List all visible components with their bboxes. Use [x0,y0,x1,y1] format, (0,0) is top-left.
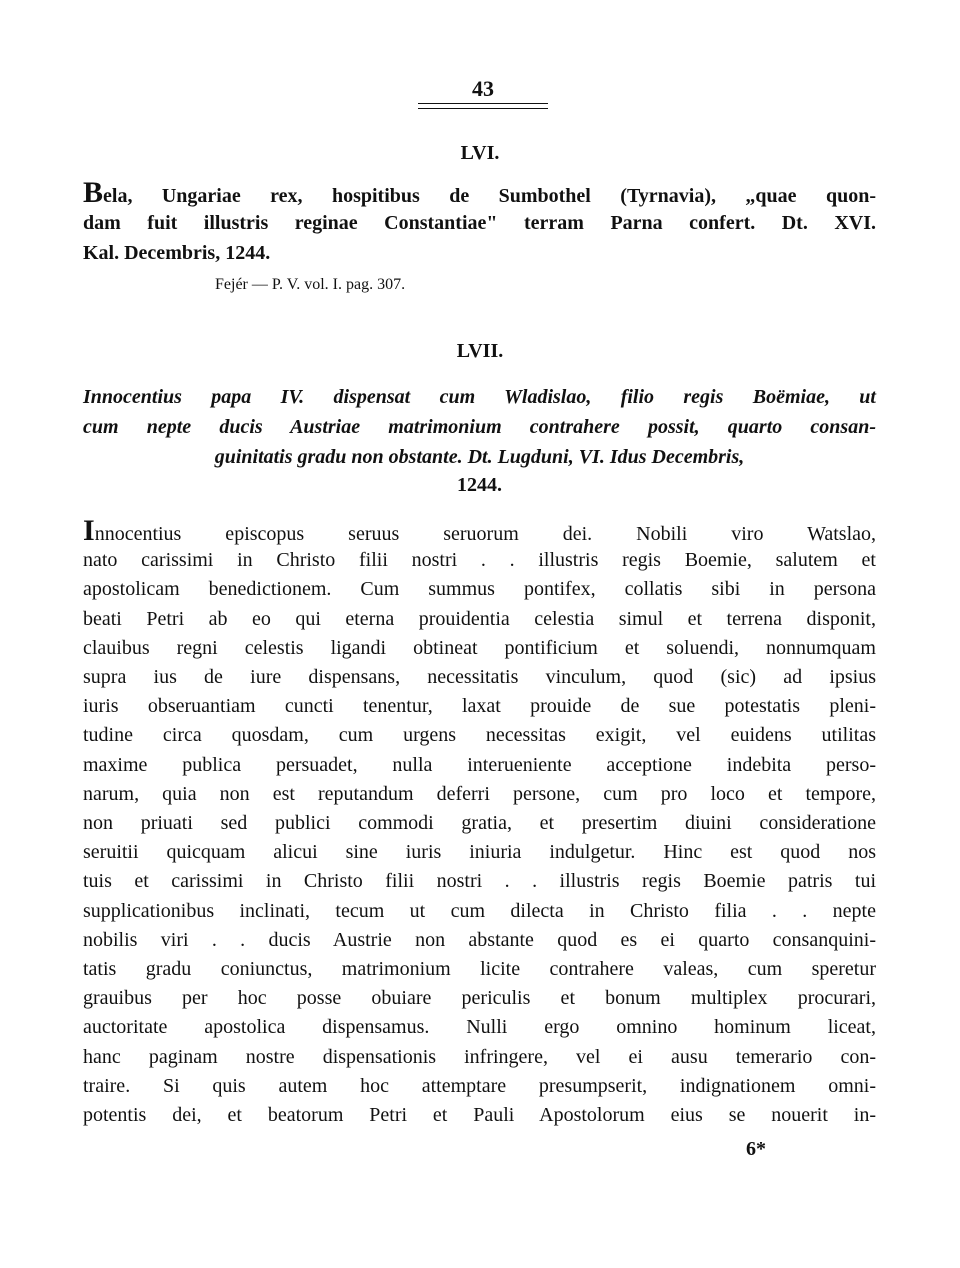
letter-line: maxime publica persuadet, nulla interueniente acceptione indebita perso- [83,753,876,776]
letter-line: potentis dei, et beatorum Petri et Pauli Apostolorum eius se nouerit in- [83,1104,876,1126]
page-number: 43 [472,76,494,101]
letter-line: nato carissimi in Christo filii nostri . . illustris regis Boemie, salutem et [83,549,876,572]
letter-line: nobilis viri . . ducis Austrie non abstante quod es ei quarto consanquini- [83,928,876,951]
letter-line: tatis gradu coniunctus, matrimonium licite contrahere valeas, cum speretur [83,958,876,980]
letter-line: tuis et carissimi in Christo filii nostri . . illustris regis Boemie patris tui [83,870,876,893]
letter-line: Innocentius episcopus seruus seruorum dei. Nobili viro Watslao, [83,514,876,547]
letter-line: supplicationibus inclinati, tecum ut cum dilecta in Christo filia . . nepte [83,899,876,922]
letter-line: auctoritate apostolica dispensamus. Nulli ergo omnino hominum liceat, [83,1016,876,1039]
letter-line: apostolicam benedictionem. Cum summus pontifex, collatis sibi in persona [83,578,876,601]
letter-line: supra ius de iure dispensans, necessitatis vinculum, quod (sic) ad ipsius [83,666,876,688]
source-citation-56: Fejér — P. V. vol. I. pag. 307. [215,276,406,293]
summary-56-line-1: Bela, Ungariae rex, hospitibus de Sumbothel (Tyrnavia), „quae quon- [83,176,876,209]
printer-signature: 6* [746,1138,766,1160]
summary-56-line-2: dam fuit illustris reginae Constantiae" terram Parna confert. Dt. XVI. [83,212,876,234]
summary-57-line-1: Innocentius papa IV. dispensat cum Wladislao, filio regis Boëmiae, ut [83,386,876,408]
letter-line: narum, quia non est reputandum deferri persone, cum pro loco et tempore, [83,782,876,805]
header-rule-top [418,103,548,104]
letter-line: tudine circa quosdam, cum urgens necessitas exigit, vel euidens utilitas [83,724,876,747]
letter-line: seruitii quicquam alicui sine iuris iniuria indulgetur. Hinc est quod nos [83,841,876,864]
letter-line: beati Petri ab eo qui eterna prouidentia celestia simul et terrena disponit, [83,607,876,630]
letter-line: iuris obseruantiam cuncti tenentur, laxat prouide de sue potestatis pleni- [83,695,876,718]
summary-57-date: 1244. [457,474,502,496]
summary-57-line-2: cum nepte ducis Austriae matrimonium contrahere possit, quarto consan- [83,416,876,438]
letter-line: grauibus per hoc posse obuiare periculis et bonum multiplex procurari, [83,987,876,1010]
letter-line: non priuati sed publici commodi gratia, et presertim diuini consideratione [83,812,876,834]
summary-57-line-3: guinitatis gradu non obstante. Dt. Lugduni, VI. Idus Decembris, [214,446,745,468]
letter-line: hanc paginam nostre dispensationis infringere, vel ei ausu temerario con- [83,1045,876,1068]
header-rule-bottom [418,108,548,109]
document-heading-57: LVII. [456,340,504,362]
letter-line: clauibus regni celestis ligandi obtineat pontificium et soluendi, nonnumquam [83,636,876,659]
summary-56-line-3: Kal. Decembris, 1244. [83,242,271,264]
letter-line: traire. Si quis autem hoc attemptare presumpserit, indignationem omni- [83,1074,876,1097]
document-heading-56: LVI. [460,142,500,164]
